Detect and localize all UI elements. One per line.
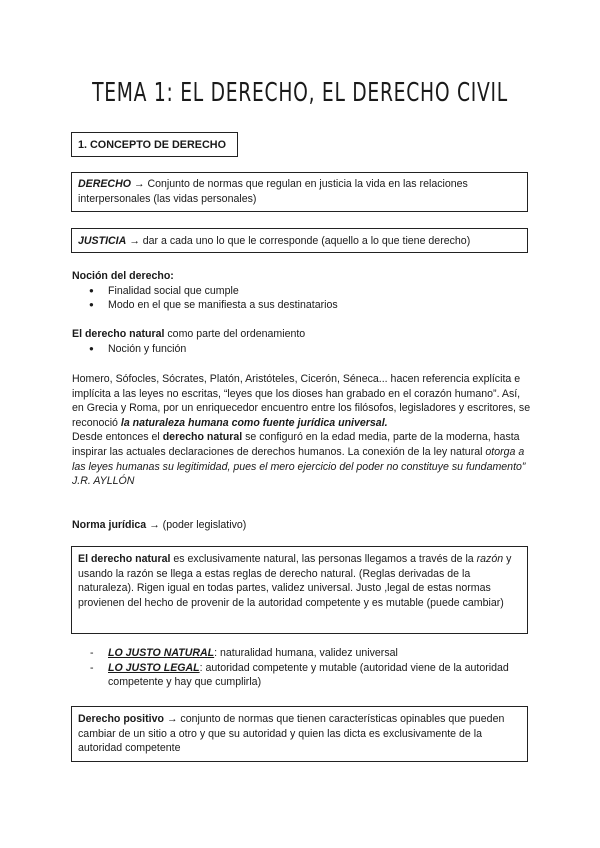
paragraph-bold: derecho natural <box>162 431 243 444</box>
lo-justo-section <box>72 646 532 690</box>
natural-box-term: El derecho natural <box>78 553 171 565</box>
derecho-definition-box <box>71 172 528 212</box>
paragraph-emphasis: la naturaleza humana como fuente jurídica universal. <box>120 416 388 429</box>
justo-legal-term: LO JUSTO LEGAL <box>108 661 200 674</box>
paragraph-text: se configuró en la edad media, parte de la moderna, hasta inspirar las actuales declaraciones de derechos humanos. La conexión de la ley natural <box>72 431 520 458</box>
page-title: TEMA 1: EL DERECHO, EL DERECHO CIVIL <box>92 78 508 108</box>
justo-legal-text: : autoridad competente y mutable (autoridad viene de la autoridad competente y hay que cumplirla) <box>108 661 509 689</box>
positivo-term: Derecho positivo <box>78 713 164 725</box>
section-heading-box <box>71 132 238 157</box>
paragraph-quote: otorga a las leyes humanas su legitimidad, pues el mero ejercicio del poder no constituye su fundamento” J.R. AYLLÓN <box>72 445 526 488</box>
history-paragraph <box>72 372 534 489</box>
justicia-definition-box <box>71 228 528 253</box>
norma-text: → (poder legislativo) <box>146 519 247 531</box>
section-heading: 1. CONCEPTO DE DERECHO <box>78 139 226 151</box>
positivo-text: → conjunto de normas que tienen características opinables que pueden cambiar de un sitio a otro y que su autoridad y quien las dicta es exclusivamente de la autoridad competente <box>78 713 505 755</box>
list-item: ● Modo en el que se manifiesta a sus destinatarios <box>72 298 532 313</box>
norma-term: Norma jurídica <box>72 519 147 531</box>
lo-justo-list <box>72 646 532 690</box>
justicia-term: JUSTICIA <box>78 235 127 247</box>
natural-box-italic: razón <box>476 553 504 565</box>
paragraph-text: Homero, Sófocles, Sócrates, Platón, Aristóteles, Cicerón, Séneca... hacen referencia explícita e implícita a las leyes no escritas, “leyes que los dioses han grabado en el corazón humano”. Así, en Grecia y Roma, por un enriquecedor encuentro entre los filósofos, legisladores y escritores, se reconoció <box>72 373 531 429</box>
natural-box-text: es exclusivamente natural, las personas llegamos a través de la <box>170 553 477 565</box>
paragraph-text: Desde entonces el <box>72 431 163 444</box>
natural-heading-rest: como parte del ordenamiento <box>164 328 306 340</box>
justo-natural-term: LO JUSTO NATURAL <box>108 647 215 659</box>
list-item <box>72 661 532 690</box>
list-item: ● Finalidad social que cumple <box>72 284 532 299</box>
natural-list <box>72 342 532 357</box>
derecho-definition: → Conjunto de normas que regulan en justicia la vida en las relaciones interpersonales (las vidas personales) <box>78 178 468 205</box>
norma-juridica-line <box>72 518 532 533</box>
nocion-list <box>72 284 532 313</box>
natural-box-text: y usando la razón se llega a estas reglas de derecho natural. (Reglas derivadas de la naturaleza). Rigen igual en todas partes, validez universal. Justo ,legal de estas normas provienen del hecho de provenir de la autoridad competente y es mutable (puede cambiar) <box>78 553 512 609</box>
derecho-natural-box <box>71 546 528 634</box>
nocion-section <box>72 269 532 313</box>
natural-heading-bold: El derecho natural <box>72 328 165 340</box>
justo-natural-text: : naturalidad humana, validez universal <box>214 647 398 659</box>
derecho-positivo-box <box>71 706 528 762</box>
justicia-definition: → dar a cada uno lo que le corresponde (aquello a lo que tiene derecho) <box>126 235 471 247</box>
nocion-heading: Noción del derecho: <box>72 270 174 282</box>
list-item <box>72 646 532 661</box>
list-item: ● Noción y función <box>72 342 532 357</box>
derecho-natural-section <box>72 327 532 356</box>
derecho-term: DERECHO <box>78 178 131 190</box>
